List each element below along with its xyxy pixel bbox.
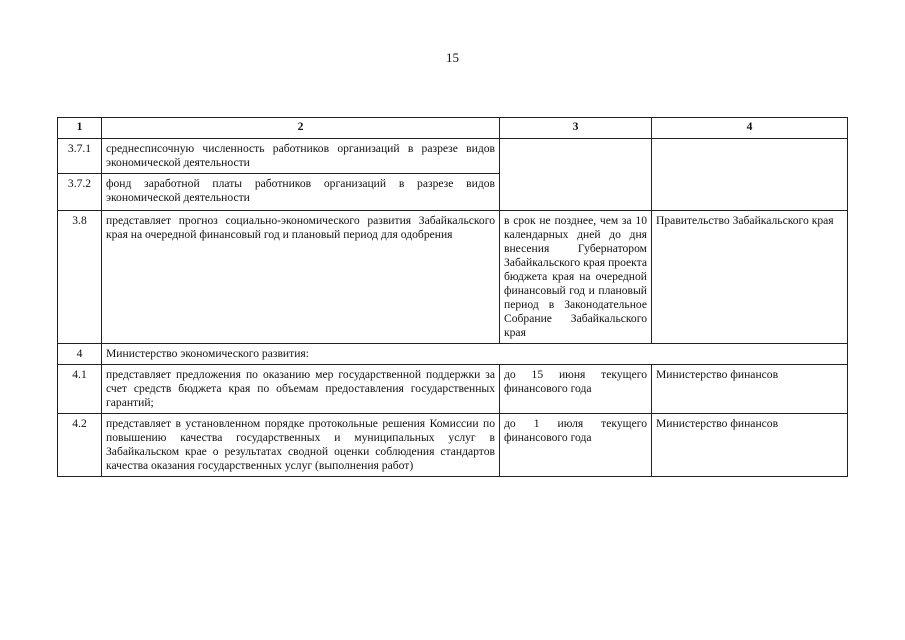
row-text: фонд заработной платы работников организаций в разрезе видов экономической деятельности [102,174,500,211]
section-title: Министерство экономического развития: [102,344,848,365]
header-col-2: 2 [102,118,500,139]
row-text: представляет в установленном порядке протокольные решения Комиссии по повышению качества государственных и муниципальных услуг в Забайкальском крае о результатах сводной оценки соблюдения стандартов качества оказания государственных услуг (выполнения работ) [102,414,500,477]
section-number: 4 [58,344,102,365]
row-number: 3.7.1 [58,139,102,174]
header-col-3: 3 [500,118,652,139]
row-responsible [652,139,848,211]
row-number: 4.1 [58,365,102,414]
table-row [58,414,848,477]
row-responsible: Правительство Забайкальского края [652,211,848,344]
row-deadline: до 15 июня текущего финансового года [500,365,652,414]
row-text: представляет предложения по оказанию мер государственной поддержки за счет средств бюджета края по объемам предоставления государственных гарантий; [102,365,500,414]
row-text: среднесписочную численность работников организаций в разрезе видов экономической деятельности [102,139,500,174]
header-col-1: 1 [58,118,102,139]
section-row [58,344,848,365]
table-row [58,139,848,174]
row-deadline: в срок не позднее, чем за 10 календарных дней до дня внесения Губернатором Забайкальского края проекта бюджета края на очередной финансовый год и плановый период в Законодательное Собрание Забайкальского края [500,211,652,344]
row-text: представляет прогноз социально-экономического развития Забайкальского края на очередной финансовый год и плановый период для одобрения [102,211,500,344]
document-table [57,117,848,477]
table-row [58,211,848,344]
page-number: 15 [446,50,459,65]
header-col-4: 4 [652,118,848,139]
row-deadline [500,139,652,211]
row-number: 3.7.2 [58,174,102,211]
row-responsible: Министерство финансов [652,414,848,477]
row-number: 3.8 [58,211,102,344]
row-responsible: Министерство финансов [652,365,848,414]
row-number: 4.2 [58,414,102,477]
row-deadline: до 1 июля текущего финансового года [500,414,652,477]
table-header-row [58,118,848,139]
table-row [58,365,848,414]
